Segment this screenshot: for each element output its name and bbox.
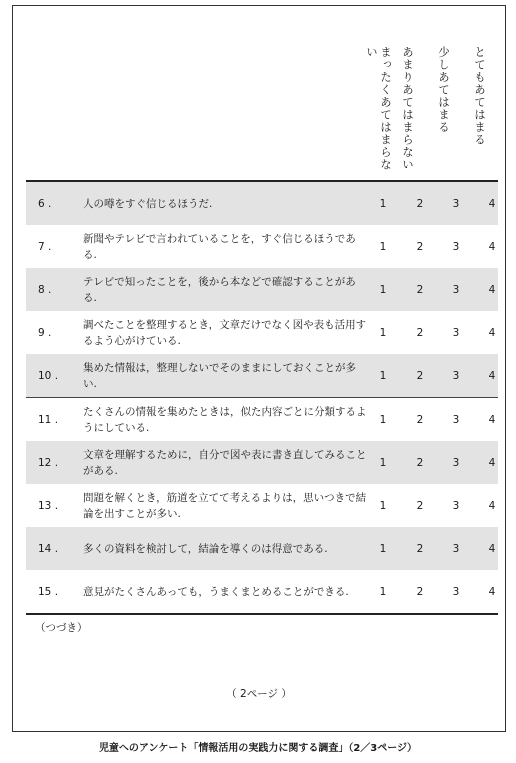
table-row: [26, 225, 498, 268]
scale-header-1: まったくあてはまらない: [365, 46, 393, 171]
rating-3: 3: [452, 283, 460, 296]
rating-4: 4: [488, 197, 496, 210]
item-text: 問題を解くとき，筋道を立てて考えるよりは，思いつきで結論を出すことが多い.: [83, 491, 367, 520]
continued-note: （つづき）: [35, 622, 88, 634]
rating-1: 1: [379, 326, 387, 339]
rating-3: 3: [452, 369, 460, 382]
item-number: 15 .: [38, 585, 59, 598]
table-row: [26, 570, 498, 613]
rating-2: 2: [416, 499, 424, 512]
item-text: テレビで知ったことを，後から本などで確認することがある.: [83, 275, 356, 304]
questionnaire-page: [12, 5, 506, 732]
table-row: [26, 182, 498, 225]
question-table: [26, 180, 498, 615]
item-text: 新聞やテレビで言われていることを，すぐ信じるほうである.: [83, 232, 356, 261]
rating-4: 4: [488, 283, 496, 296]
item-number: 10 .: [38, 369, 59, 382]
rating-3: 3: [452, 326, 460, 339]
rating-2: 2: [416, 369, 424, 382]
item-text: 多くの資料を検討して，結論を導くのは得意である.: [83, 542, 328, 555]
rating-3: 3: [452, 197, 460, 210]
rating-4: 4: [488, 542, 496, 555]
rating-1: 1: [379, 585, 387, 598]
table-row: [26, 311, 498, 354]
item-number: 12 .: [38, 456, 59, 469]
rating-3: 3: [452, 585, 460, 598]
rating-2: 2: [416, 240, 424, 253]
rating-3: 3: [452, 456, 460, 469]
item-number: 13 .: [38, 499, 59, 512]
rating-3: 3: [452, 413, 460, 426]
rating-1: 1: [379, 499, 387, 512]
rating-1: 1: [379, 369, 387, 382]
table-row: [26, 441, 498, 484]
rating-1: 1: [379, 240, 387, 253]
rating-4: 4: [488, 326, 496, 339]
rating-3: 3: [452, 542, 460, 555]
item-text: 人の噂をすぐ信じるほうだ.: [83, 197, 213, 210]
rating-4: 4: [488, 456, 496, 469]
rating-3: 3: [452, 240, 460, 253]
rating-1: 1: [379, 542, 387, 555]
rating-2: 2: [416, 585, 424, 598]
table-row: [26, 398, 498, 441]
item-text: 調べたことを整理するとき，文章だけでなく図や表も活用するよう心がけている.: [83, 318, 367, 347]
rating-4: 4: [488, 585, 496, 598]
page-number: （ 2ページ ）: [226, 688, 292, 700]
item-text: 文章を理解するために，自分で図や表に書き直してみることがある.: [83, 448, 367, 477]
item-text: たくさんの情報を集めたときは，似た内容ごとに分類するようにしている.: [83, 405, 367, 434]
item-number: 9 .: [38, 326, 52, 339]
rating-2: 2: [416, 283, 424, 296]
item-number: 7 .: [38, 240, 52, 253]
table-row: [26, 354, 498, 397]
item-text: 集めた情報は，整理しないでそのままにしておくことが多い.: [83, 361, 356, 390]
table-row: [26, 484, 498, 527]
scale-header-4: とてもあてはまる: [473, 46, 487, 146]
rating-1: 1: [379, 283, 387, 296]
rating-2: 2: [416, 197, 424, 210]
scale-header-3: 少しあてはまる: [437, 46, 451, 134]
rating-1: 1: [379, 197, 387, 210]
rating-2: 2: [416, 456, 424, 469]
rating-2: 2: [416, 413, 424, 426]
scale-header-2: あまりあてはまらない: [401, 46, 415, 171]
item-text: 意見がたくさんあっても，うまくまとめることができる.: [83, 585, 349, 598]
item-number: 14 .: [38, 542, 59, 555]
scale-header: [13, 6, 505, 181]
rating-1: 1: [379, 413, 387, 426]
rating-4: 4: [488, 499, 496, 512]
item-number: 8 .: [38, 283, 52, 296]
item-number: 6 .: [38, 197, 52, 210]
table-bottom-rule: [26, 613, 498, 615]
item-number: 11 .: [38, 413, 59, 426]
table-row: [26, 268, 498, 311]
rating-2: 2: [416, 542, 424, 555]
rating-4: 4: [488, 240, 496, 253]
rating-4: 4: [488, 369, 496, 382]
rating-1: 1: [379, 456, 387, 469]
figure-caption: 児童へのアンケート「情報活用の実践力に関する調査」（2／3ページ）: [98, 743, 418, 754]
rating-4: 4: [488, 413, 496, 426]
rating-2: 2: [416, 326, 424, 339]
rating-3: 3: [452, 499, 460, 512]
table-row: [26, 527, 498, 570]
